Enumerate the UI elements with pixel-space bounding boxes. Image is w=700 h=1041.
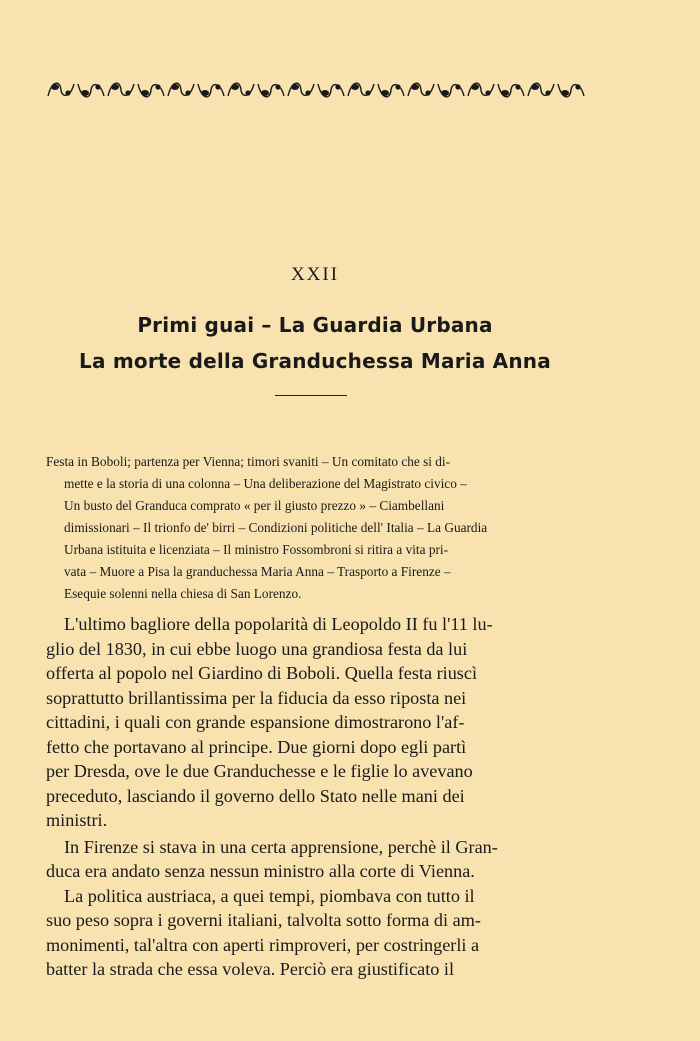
- text-line: fetto che portavano al principe. Due giorni dopo egli partì: [46, 736, 467, 757]
- text-line: per Dresda, ove le due Granduchesse e le figlie lo avevano: [46, 761, 473, 781]
- text-line: L'ultimo bagliore della popolarità di Leopoldo II fu l'11 lu-: [64, 614, 493, 634]
- ornament-bud: [275, 84, 280, 89]
- summary-line: Urbana istituita e licenziata – Il ministro Fossombroni si ritira a vita pri-: [64, 542, 449, 557]
- summary-line: Esequie solenni nella chiesa di San Lorenzo.: [64, 586, 302, 601]
- ornament-bud: [95, 84, 100, 89]
- ornament-bud: [365, 90, 370, 95]
- ornament-leaf: [171, 84, 179, 90]
- ornament-bud: [185, 90, 190, 95]
- text-line: In Firenze si stava in una certa apprensione, perchè il Gran-: [64, 836, 498, 857]
- chapter-summary: [46, 451, 586, 605]
- ornament-leaf: [321, 90, 329, 96]
- ornament-leaf: [441, 90, 449, 96]
- ornament-leaf: [351, 84, 359, 90]
- summary-line: dimissionari – Il trionfo de' birri – Condizioni politiche dell' Italia – La Guardia: [64, 520, 488, 535]
- text-line: monimenti, tal'altra con aperti rimproveri, per costringerli a: [46, 934, 480, 955]
- ornament-bud: [125, 90, 130, 95]
- paragraph-2: [46, 835, 587, 884]
- title-divider: [275, 395, 347, 396]
- body-text: [46, 612, 587, 982]
- text-line: ministri.: [46, 810, 108, 830]
- ornament-leaf: [51, 84, 59, 90]
- summary-line: vata – Muore a Pisa la granduchessa Maria Anna – Trasporto a Firenze –: [64, 564, 451, 579]
- text-line: preceduto, lasciando il governo dello Stato nelle mani dei: [46, 785, 465, 806]
- ornament-bud: [515, 84, 520, 89]
- text-line: batter la strada che essa voleva. Perciò era giustificato il: [46, 959, 455, 979]
- ornament-bud: [245, 90, 250, 95]
- ornament-leaf: [81, 90, 89, 96]
- chapter-title-line-2: La morte della Granduchessa Maria Anna: [79, 349, 551, 373]
- ornament-leaf: [381, 90, 389, 96]
- text-line: La politica austriaca, a quei tempi, piombava con tutto il: [64, 885, 475, 906]
- ornament-bud: [65, 90, 70, 95]
- ornament-leaf: [141, 90, 149, 96]
- ornament-leaf: [111, 84, 119, 90]
- summary-line: mette e la storia di una colonna – Una deliberazione del Magistrato civico –: [64, 476, 467, 491]
- ornament-leaf: [231, 84, 239, 90]
- ornament-bud: [575, 84, 580, 89]
- floral-border-ornament: [46, 78, 586, 102]
- text-line: soprattutto brillantissima per la fiducia da esso riposta nei: [46, 687, 467, 708]
- ornament-bud: [425, 90, 430, 95]
- ornament-bud: [335, 84, 340, 89]
- paragraph-1: [46, 612, 587, 833]
- ornament-leaf: [291, 84, 299, 90]
- ornament-leaf: [501, 90, 509, 96]
- chapter-title-line-1: Primi guai – La Guardia Urbana: [137, 313, 493, 337]
- ornament-bud: [485, 90, 490, 95]
- text-line: duca era andato senza nessun ministro alla corte di Vienna.: [46, 861, 475, 881]
- text-line: suo peso sopra i governi italiani, talvolta sotto forma di am-: [46, 910, 481, 930]
- ornament-leaf: [261, 90, 269, 96]
- text-line: offerta al popolo nel Giardino di Boboli. Quella festa riuscì: [46, 663, 478, 683]
- ornament-leaf: [531, 84, 539, 90]
- ornament-leaf: [201, 90, 209, 96]
- ornament-leaf: [411, 84, 419, 90]
- ornament-bud: [395, 84, 400, 89]
- summary-line: Festa in Boboli; partenza per Vienna; timori svaniti – Un comitato che si di-: [46, 454, 451, 469]
- ornament-bud: [545, 90, 550, 95]
- ornament-leaf: [471, 84, 479, 90]
- chapter-number: XXII: [290, 264, 340, 285]
- ornament-bud: [455, 84, 460, 89]
- paragraph-3: [46, 884, 587, 982]
- summary-line: Un busto del Granduca comprato « per il giusto prezzo » – Ciambellani: [64, 498, 445, 513]
- ornament-leaf: [561, 90, 569, 96]
- ornament-bud: [155, 84, 160, 89]
- ornament-bud: [305, 90, 310, 95]
- ornament-bud: [215, 84, 220, 89]
- text-line: glio del 1830, in cui ebbe luogo una grandiosa festa da lui: [46, 638, 468, 659]
- text-line: cittadini, i quali con grande espansione dimostrarono l'af-: [46, 712, 465, 732]
